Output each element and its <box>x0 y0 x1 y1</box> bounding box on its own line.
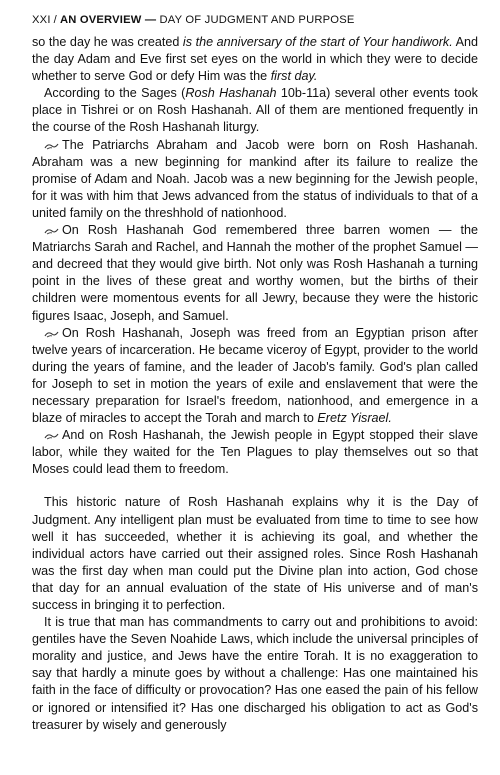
paragraph-5 <box>32 325 478 428</box>
flourish-icon <box>44 330 59 338</box>
paragraph-4 <box>32 222 478 325</box>
italic-run: first day. <box>270 69 318 84</box>
text-run: It is true that man has commandments to carry out and prohibitions to avoid: gentiles have the Seven Noahide Laws, which include the universal principles of morality and justice, and Jews have the entire Torah. It is no exaggeration to say that hardly a minute goes by without a challenge: Has one maintained his faith in the face of difficulty or provocation? Has one eased the pain of his fellow or ignored or intensified it? Has one discharged his obligation to act as God's treasurer by wisely and generously <box>32 615 478 732</box>
text-run: And the day Adam and Eve first set eyes on the world in which they were to decide whether to serve God or defy Him was the <box>32 35 478 84</box>
paragraph-8 <box>32 614 478 734</box>
flourish-icon <box>44 142 59 150</box>
paragraph-7 <box>32 494 478 614</box>
italic-run: Rosh Hashanah <box>185 86 277 101</box>
paragraph-1 <box>32 34 478 85</box>
text-run: so the day he was created <box>32 35 183 49</box>
text-run: The Patriarchs Abraham and Jacob were born on Rosh Hashanah. Abraham was a new beginning for mankind after its failure to realize the promise of Adam and Noah. Jacob was a new beginning for the Jewish people, for it was with him that Jews advanced from the status of individuals to that of a united family on the threshhold of nationhood. <box>32 137 478 220</box>
italic-run: is the anniversary of the start of Your handiwork. <box>182 35 453 49</box>
text-run: On Rosh Hashanah, Joseph was freed from an Egyptian prison after twelve years of incarceration. He became viceroy of Egypt, provider to the world during the years of famine, and the leader of Jacob's family. God's plan called for Joseph to set in motion the years of exile and enslavement that were the necessary preparation for Israel's freedom, nationhood, and emergence in a blaze of miracles to accept the Torah and march to <box>32 325 478 426</box>
paragraph-2 <box>32 85 478 136</box>
text-run: And on Rosh Hashanah, the Jewish people in Egypt stopped their slave labor, while they waited for the Ten Plagues to play themselves out so that Moses could lead them to freedom. <box>32 428 478 477</box>
text-run: According to the Sages ( <box>44 86 186 101</box>
header-dash: — <box>144 14 157 26</box>
flourish-icon <box>44 432 59 440</box>
italic-run: Eretz Yisrael. <box>317 411 392 426</box>
body-text <box>32 34 478 734</box>
running-head <box>32 14 478 26</box>
flourish-icon <box>44 227 59 235</box>
header-separator: / <box>53 14 57 26</box>
paragraph-6 <box>32 427 478 478</box>
text-run: This historic nature of Rosh Hashanah explains why it is the Day of Judgment. Any intelligent plan must be evaluated from time to time to see how well it has succeeded, whether it is achieving its goal, and whether the individual actors have carried out their assigned roles. Since Rosh Hashanah was the first day when man could put the Divine plan into action, God chose that day for an annual evaluation of the state of His universe and of man's success in bringing it to perfection. <box>32 495 478 612</box>
text-run: 10b-11a) several other events took place in Tishrei or on Rosh Hashanah. All of them are mentioned frequently in the course of the Rosh Hashanah liturgy. <box>32 86 478 135</box>
chapter-subtitle: DAY OF JUDGMENT AND PURPOSE <box>159 14 355 26</box>
paragraph-3 <box>32 137 478 222</box>
text-run: On Rosh Hashanah God remembered three barren women — the Matriarchs Sarah and Rachel, and Hannah the mother of the prophet Samuel — and decreed that they would give birth. Not only was Rosh Hashanah a turning point in the lives of these great and worthy women, but the births of their children were momentous events for all Jewry, because they were the historic figures Isaac, Joseph, and Samuel. <box>32 223 478 323</box>
page-number: XXI <box>32 14 51 26</box>
section-title: AN OVERVIEW <box>59 14 142 26</box>
